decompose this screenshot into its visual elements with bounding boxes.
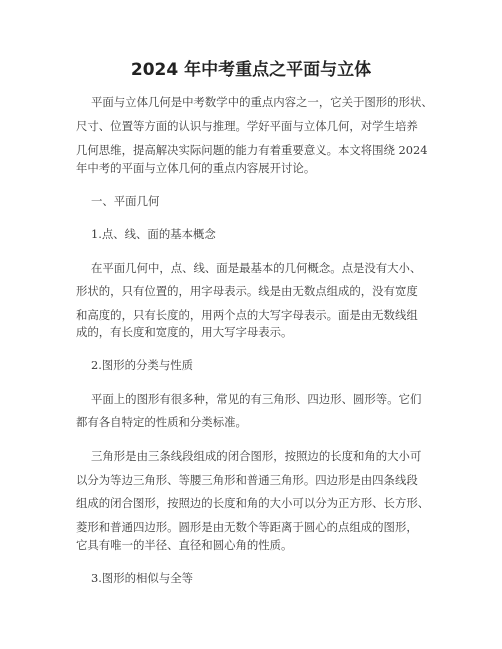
subsection-heading: 2.图形的分类与性质: [91, 358, 193, 372]
paragraph-line: 它具有唯一的半径、直径和圆心角的性质。: [76, 538, 293, 552]
paragraph-line: 都有各自特定的性质和分类标准。: [76, 415, 247, 429]
subsection-heading: 3.图形的相似与全等: [91, 571, 193, 585]
section-heading: 一、平面几何: [91, 194, 160, 208]
paragraph-line: 尺寸、位置等方面的认识与推理。学好平面与立体几何，对学生培养: [76, 119, 418, 133]
paragraph-line: 成的，有长度和宽度的，用大写字母表示。: [76, 325, 293, 339]
paragraph-line: 在平面几何中，点、线、面是最基本的几何概念。点是没有大小、: [91, 261, 422, 275]
paragraph-line: 几何思维，提高解决实际问题的能力有着重要意义。本文将围绕 2024: [76, 143, 428, 157]
paragraph-line: 年中考的平面与立体几何的重点内容展开讨论。: [76, 161, 316, 175]
paragraph-line: 三角形是由三条线段组成的闭合图形，按照边的长度和角的大小可: [91, 449, 422, 463]
paragraph-line: 以分为等边三角形、等腰三角形和普通三角形。四边形是由四条线段: [76, 473, 418, 487]
paragraph-line: 平面与立体几何是中考数学中的重点内容之一，它关于图形的形状、: [91, 95, 433, 109]
paragraph-line: 和高度的，只有长度的，用两个点的大写字母表示。面是由无数线组: [76, 308, 418, 322]
paragraph-line: 形状的，只有位置的，用字母表示。线是由无数点组成的，没有宽度: [76, 284, 418, 298]
document-title: 2024 年中考重点之平面与立体: [130, 60, 372, 80]
paragraph-line: 菱形和普通四边形。圆形是由无数个等距离于圆心的点组成的图形，: [76, 520, 418, 534]
paragraph-line: 平面上的图形有很多种，常见的有三角形、四边形、圆形等。它们: [91, 392, 422, 406]
subsection-heading: 1.点、线、面的基本概念: [91, 227, 216, 241]
paragraph-line: 组成的闭合图形，按照边的长度和角的大小可以分为正方形、长方形、: [76, 496, 430, 510]
